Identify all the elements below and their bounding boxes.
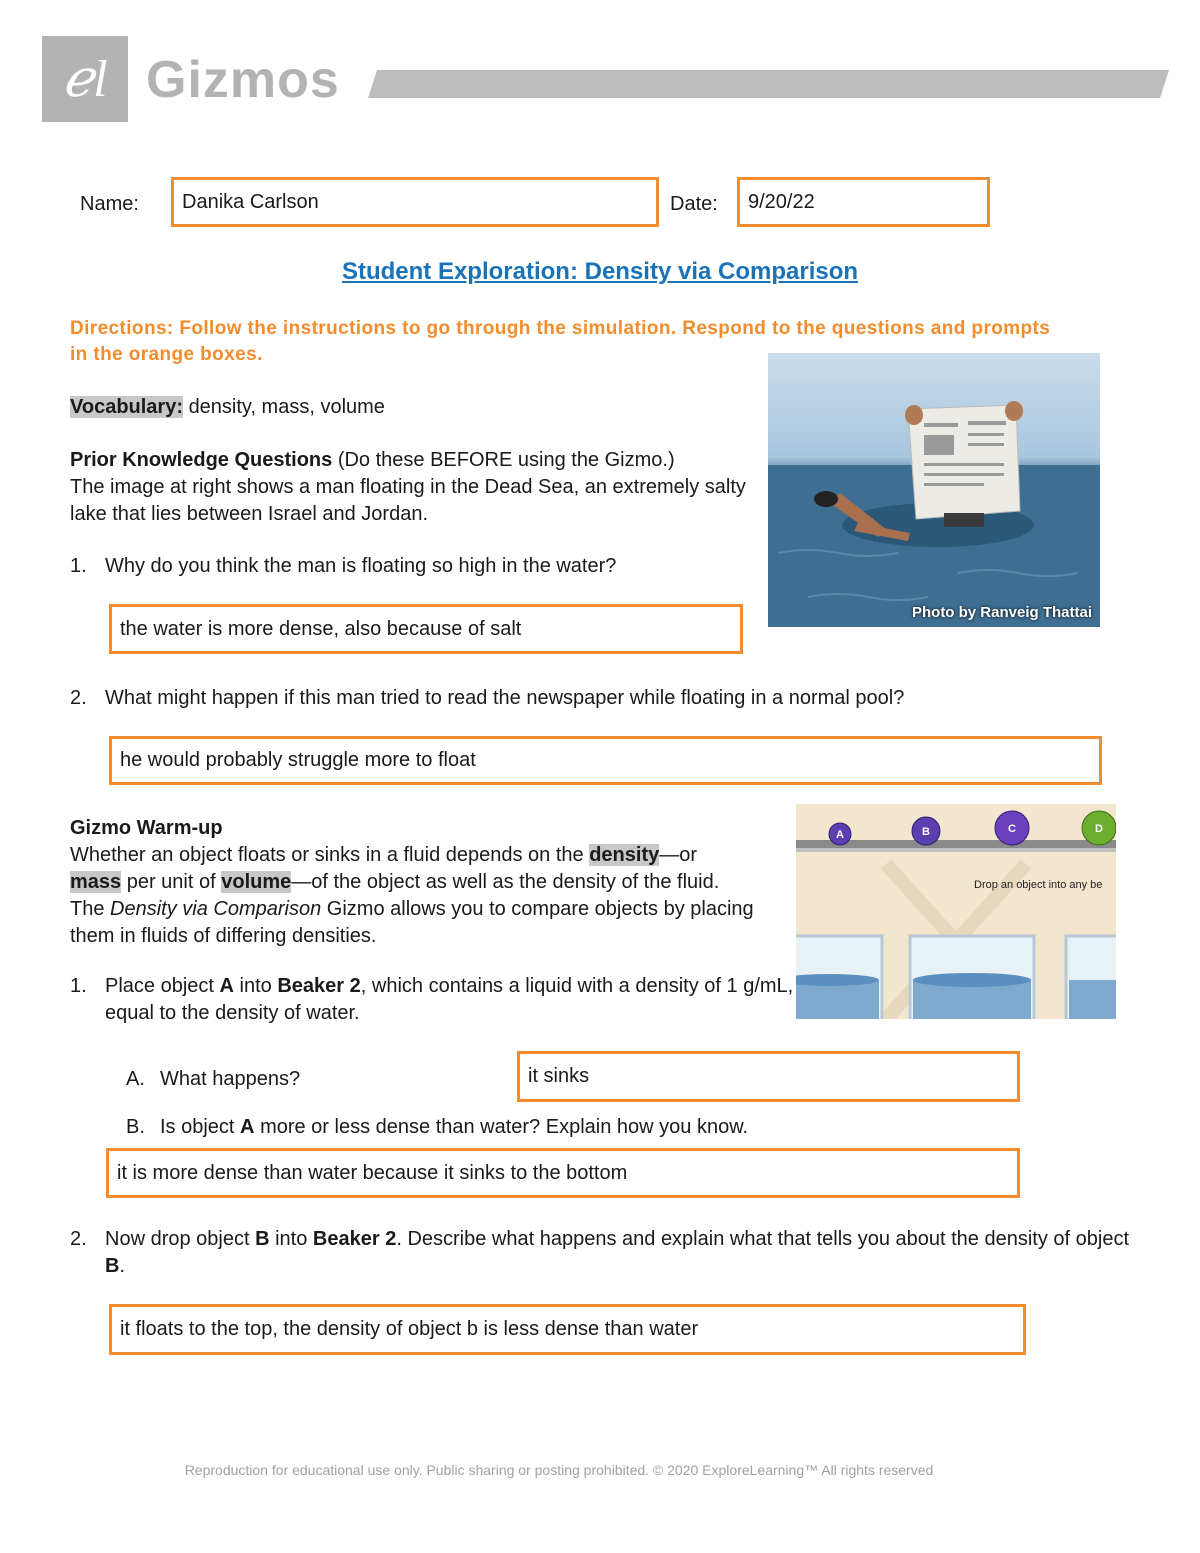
warmup-text: —of the object as well as the density of the fluid. bbox=[291, 871, 720, 893]
warmup-section bbox=[70, 815, 790, 950]
gizmo-instruction: Drop an object into any be bbox=[974, 879, 1103, 891]
question-2-text: What might happen if this man tried to read the newspaper while floating in a normal pool? bbox=[105, 687, 905, 709]
prior-knowledge-intro: The image at right shows a man floating in the Dead Sea, an extremely salty lake that lies between Israel and Jordan. bbox=[70, 476, 746, 525]
date-label: Date: bbox=[670, 193, 718, 215]
question-1-number: 1. bbox=[70, 555, 87, 577]
warmup-q2-number: 2. bbox=[70, 1228, 87, 1250]
term-mass: mass bbox=[70, 871, 122, 893]
vocabulary-line bbox=[70, 394, 385, 421]
prior-knowledge-heading: Prior Knowledge Questions bbox=[70, 449, 333, 471]
q1-text: Place object bbox=[105, 975, 214, 997]
vocabulary-terms: density, mass, volume bbox=[188, 396, 385, 418]
warmup-heading: Gizmo Warm-up bbox=[70, 817, 223, 839]
ball-a-label: A bbox=[836, 829, 844, 841]
q2-object: B bbox=[105, 1255, 120, 1277]
warmup-text: —or bbox=[659, 844, 698, 866]
name-label: Name: bbox=[80, 193, 139, 215]
warmup-q1-number: 1. bbox=[70, 975, 87, 997]
q2-text: . bbox=[119, 1255, 126, 1277]
q1-beaker: Beaker 2 bbox=[277, 975, 361, 997]
sub-b-object: A bbox=[240, 1116, 255, 1138]
q2-object: B bbox=[255, 1228, 270, 1250]
q2-text: . Describe what happens and explain what that tells you about the density of object bbox=[396, 1228, 1130, 1250]
answer-box-pk-1[interactable]: the water is more dense, also because of salt bbox=[109, 604, 743, 654]
answer-box-pk-2[interactable]: he would probably struggle more to float bbox=[109, 736, 1102, 785]
name-field[interactable]: Danika Carlson bbox=[171, 177, 659, 227]
warmup-text: Gizmo allows you to compare objects by placing them in fluids of differing densities. bbox=[70, 898, 754, 947]
page-title: Student Exploration: Density via Comparison bbox=[341, 258, 859, 285]
footer-copyright: Reproduction for educational use only. Public sharing or posting prohibited. © 2020 ExploreLearning™ All rights reserved bbox=[184, 1462, 934, 1478]
sub-b-letter: B. bbox=[126, 1116, 145, 1138]
vocabulary-label: Vocabulary: bbox=[70, 396, 183, 418]
q1-object: A bbox=[219, 975, 234, 997]
beakers bbox=[796, 936, 1116, 1019]
sub-a-letter: A. bbox=[126, 1068, 145, 1090]
warmup-q2-text bbox=[105, 1226, 1135, 1280]
term-density: density bbox=[589, 844, 660, 866]
q2-beaker: Beaker 2 bbox=[312, 1228, 397, 1250]
answer-box-1b[interactable]: it is more dense than water because it sinks to the bottom bbox=[106, 1148, 1020, 1198]
directions-text: Directions: Follow the instructions to go through the simulation. Respond to the questions and prompts in the orange boxes. bbox=[70, 318, 1051, 365]
gizmo-name: Density via Comparison bbox=[110, 898, 322, 920]
warmup-text: per unit of bbox=[126, 871, 216, 893]
warmup-q1-text bbox=[105, 973, 795, 1027]
answer-box-2[interactable]: it floats to the top, the density of object b is less dense than water bbox=[109, 1304, 1026, 1355]
sub-b-text bbox=[160, 1114, 748, 1141]
answer-box-1a[interactable]: it sinks bbox=[517, 1051, 1020, 1102]
sub-b-text: Is object bbox=[160, 1116, 235, 1138]
ball-c-label: C bbox=[1008, 823, 1016, 835]
warmup-text: Whether an object floats or sinks in a fluid depends on the bbox=[70, 844, 584, 866]
q2-text: into bbox=[275, 1228, 308, 1250]
sub-b-text: more or less dense than water? Explain how you know. bbox=[260, 1116, 749, 1138]
date-field[interactable]: 9/20/22 bbox=[737, 177, 990, 227]
question-2-number: 2. bbox=[70, 687, 87, 709]
prior-knowledge-note: (Do these BEFORE using the Gizmo.) bbox=[337, 449, 675, 471]
prior-knowledge-section bbox=[70, 447, 760, 528]
warmup-text: The bbox=[70, 898, 105, 920]
q1-text: into bbox=[239, 975, 272, 997]
ball-b-label: B bbox=[922, 826, 930, 838]
explorelearning-logo-icon: ℯl bbox=[42, 36, 128, 122]
header-bar bbox=[368, 70, 1169, 98]
dead-sea-photo bbox=[768, 353, 1100, 627]
gizmo-screenshot bbox=[796, 804, 1116, 1019]
question-1-text: Why do you think the man is floating so high in the water? bbox=[105, 555, 617, 577]
term-volume: volume bbox=[221, 871, 292, 893]
gizmos-logo-text: Gizmos bbox=[146, 51, 340, 109]
floating-man-illustration bbox=[768, 353, 1100, 627]
ball-d-label: D bbox=[1095, 823, 1103, 835]
photo-credit: Photo by Ranveig Thattai bbox=[911, 604, 1092, 621]
q2-text: Now drop object bbox=[105, 1228, 250, 1250]
q1-text: , which contains a liquid with a density of 1 g/mL, equal to the density of water. bbox=[105, 975, 794, 1024]
sub-a-text: What happens? bbox=[160, 1068, 301, 1090]
gizmo-beakers-illustration bbox=[796, 804, 1116, 1019]
